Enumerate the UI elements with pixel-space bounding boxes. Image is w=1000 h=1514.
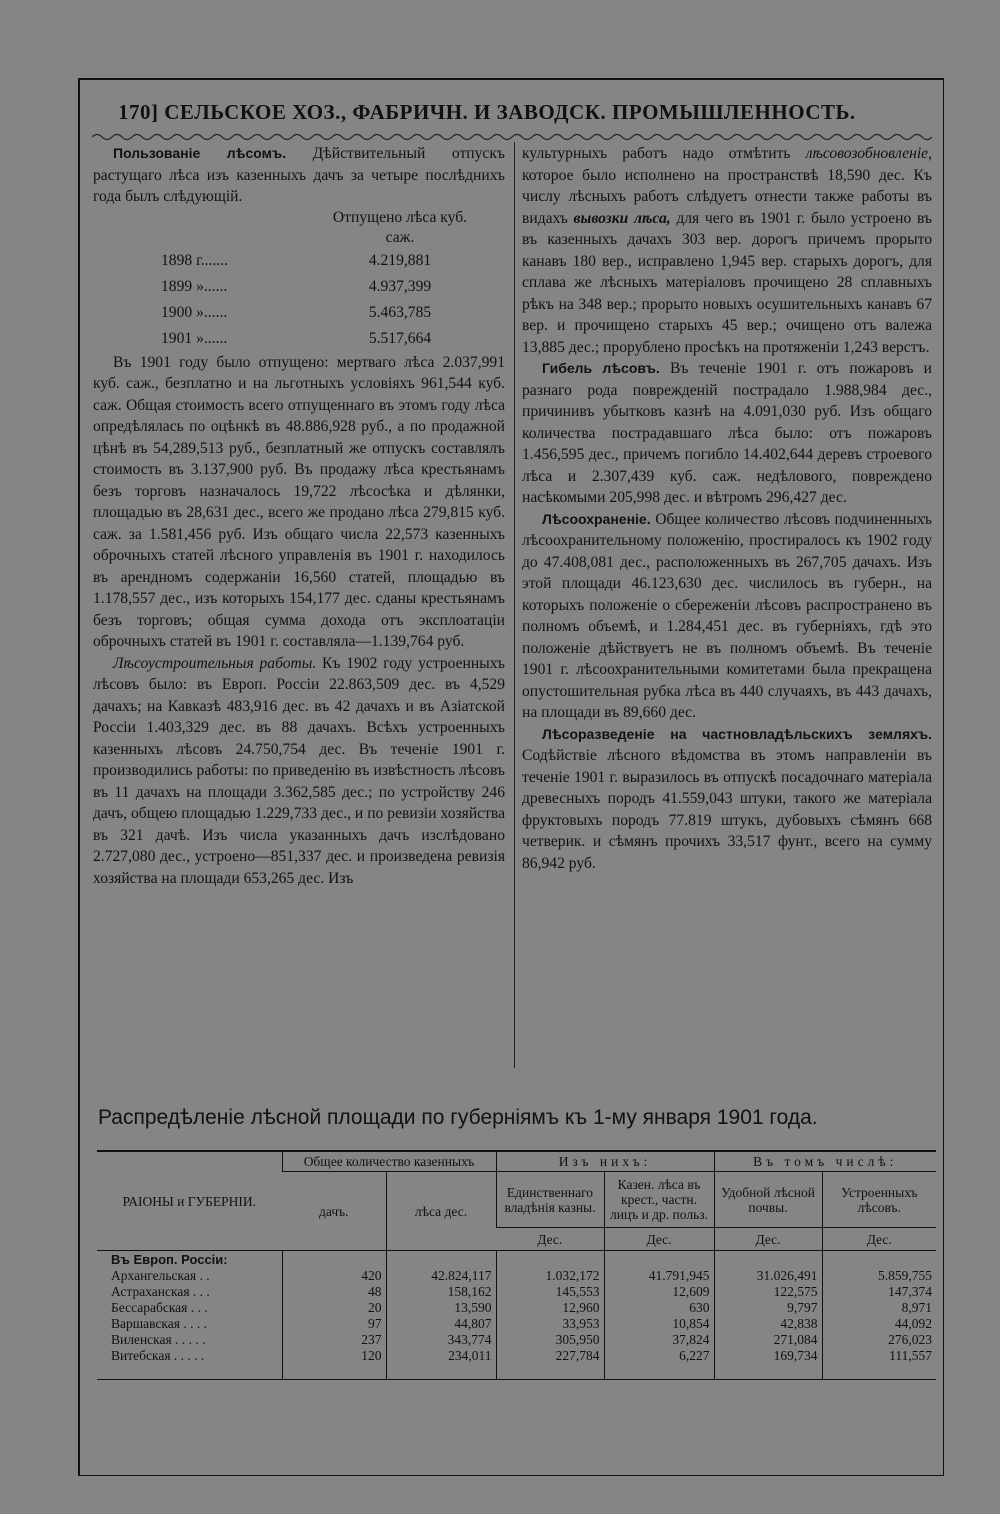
cell-forest-area: 234,011 (386, 1347, 496, 1363)
cell-managed-forests: 111,557 (822, 1347, 936, 1363)
unit-label: Дес. (604, 1228, 714, 1251)
lead-forest-use: Пользованіе лѣсомъ. (113, 145, 287, 161)
cell-dachas: 420 (282, 1267, 386, 1283)
cell-peasant-use: 6,227 (604, 1347, 714, 1363)
province-name: Витебская . . . . . (111, 1347, 205, 1363)
cell-managed-forests: 147,374 (822, 1283, 936, 1299)
paragraph-cultural-works (522, 143, 932, 358)
cell-sole-state: 305,950 (496, 1331, 604, 1347)
cell-forest-area: 158,162 (386, 1283, 496, 1299)
year-value: 5.517,664 (368, 329, 432, 347)
year-row (93, 248, 505, 274)
header-dachas: дачъ. (282, 1172, 386, 1251)
table-row (97, 1267, 936, 1283)
cell-dachas: 120 (282, 1347, 386, 1363)
cell-suitable-soil: 42,838 (714, 1315, 822, 1331)
lead-forest-loss: Гибель лѣсовъ. (542, 360, 660, 376)
cell-forest-area: 13,590 (386, 1299, 496, 1315)
cell-sole-state: 1.032,172 (496, 1267, 604, 1283)
forest-use-text: Дѣйствительный отпускъ растущаго лѣса изъ казенныхъ дачъ за четыре послѣднихъ года былъ слѣдующій. (93, 145, 505, 205)
table-title: Распредѣленіе лѣсной площади по губерніямъ къ 1-му января 1901 года. (98, 1106, 818, 1129)
year-label: 1898 г....... (161, 251, 229, 269)
term-reforestation: лѣсовозобновленіе, (805, 145, 932, 162)
table-row (97, 1331, 936, 1347)
year-label: 1900 »...... (161, 303, 228, 321)
year-row (93, 300, 505, 326)
header-of-them: Изъ нихъ: (496, 1151, 714, 1172)
header-region: РАІОНЫ и ГУБЕРНІИ. (97, 1151, 282, 1251)
paragraph-forest-loss (522, 358, 932, 509)
cell-suitable-soil: 271,084 (714, 1331, 822, 1347)
term-timber-export: вывозки лѣса, (573, 209, 671, 227)
cell-managed-forests: 8,971 (822, 1299, 936, 1315)
cell-peasant-use: 10,854 (604, 1315, 714, 1331)
table-spacer (97, 1363, 936, 1380)
cell-dachas: 48 (282, 1283, 386, 1299)
cell-managed-forests: 5.859,755 (822, 1267, 936, 1283)
paragraph-private-afforestation (522, 724, 932, 875)
cell-sole-state: 227,784 (496, 1347, 604, 1363)
private-afforestation-text: Содѣйствіе лѣсного вѣдомства въ этомъ направленіи въ теченіе 1901 г. выразилось въ отпускѣ посадочнаго матеріала древесныхъ породъ 41.559,043 штуки, такого же матеріала фруктовыхъ породъ 77.819 штукъ, дубовыхъ сѣмянъ 668 четверик. и сѣмянъ прочихъ 33,517 фунт., всего на сумму 86,942 руб. (522, 747, 932, 872)
year-label: 1901 »...... (161, 329, 228, 347)
cell-dachas: 97 (282, 1315, 386, 1331)
group-label: Въ Европ. Россіи: (111, 1251, 228, 1267)
year-value: 4.219,881 (368, 251, 432, 269)
table-row (97, 1347, 936, 1363)
cell-forest-area: 44,807 (386, 1315, 496, 1331)
province-name: Архангельская . . (111, 1267, 210, 1283)
year-value: 4.937,399 (368, 277, 432, 295)
province-name: Варшавская . . . . (111, 1315, 207, 1331)
year-table-head: Отпущено лѣса куб. саж. (332, 208, 468, 246)
province-name: Виленская . . . . . (111, 1331, 206, 1347)
text-segment: для чего въ 1901 г. было устроено въ въ казенныхъ дачахъ 303 вер. дорогъ причемъ прорыто канавъ 180 вер., исправлено 1,945 вер. старыхъ дорогъ, для сплава же лѣсныхъ матеріаловъ прочищено 28 сплавныхъ рѣкъ на 348 вер.; прорыто новыхъ осушительныхъ канавъ 67 вер. и прочищено старыхъ 45 вер.; очищено отъ валежа 13,885 дес.; прорублено просѣкъ на протяженіи 1,243 верстъ. (522, 209, 932, 356)
lead-forest-management: Лѣсоустроительныя работы. (113, 654, 317, 672)
forest-protection-text: Общее количество лѣсовъ подчиненныхъ лѣсоохранительному положенію, простиралось къ 1902 году до 47.408,081 дес., расположенныхъ въ 267,705 дачахъ. Изъ этой площади 46.123,630 дес. числилось въ губерн., на которыхъ положеніе о сбереженіи лѣсовъ распространено въ полномъ объемѣ, и 1.284,451 дес. въ губерніяхъ, гдѣ это положеніе дѣйствуетъ не въ полномъ объемѣ. Въ теченіе 1901 г. лѣсоохранительными комитетами была прекращена опустошительная рубка лѣса въ 440 случаяхъ, въ 443 дачахъ, на площади въ 89,660 дес. (522, 510, 932, 721)
cell-sole-state: 33,953 (496, 1315, 604, 1331)
wavy-rule (92, 132, 932, 142)
cell-forest-area: 42.824,117 (386, 1267, 496, 1283)
header-peasant-use: Казен. лѣса въ крест., частн. лицъ и др. польз. (604, 1172, 714, 1228)
cell-peasant-use: 41.791,945 (604, 1267, 714, 1283)
year-label: 1899 »...... (161, 277, 228, 295)
header-forest-area: лѣса дес. (386, 1172, 496, 1251)
cell-peasant-use: 37,824 (604, 1331, 714, 1347)
forest-loss-text: Въ теченіе 1901 г. отъ пожаровъ и разнаго рода поврежденій пострадало 1.988,984 дес., причинивъ убытковъ казнѣ на 4.091,030 руб. Изъ общаго количества пострадавшаго лѣса было: отъ пожаровъ 1.456,595 дес., причемъ погибло 14.402,644 деревъ строевого лѣса и 2.307,439 куб. саж. недѣлового, повреждено насѣкомыми 205,998 дес. и вѣтромъ 296,427 дес. (522, 360, 932, 506)
header-suitable-soil: Удобной лѣсной почвы. (714, 1172, 822, 1228)
cell-suitable-soil: 31.026,491 (714, 1267, 822, 1283)
unit-label: Дес. (714, 1228, 822, 1251)
cell-suitable-soil: 9,797 (714, 1299, 822, 1315)
running-header (118, 100, 878, 125)
paragraph-forest-management (93, 653, 505, 890)
header-sole-state: Единственнаго владѣнія казны. (496, 1172, 604, 1228)
header-total: Общее количество казенныхъ (282, 1151, 496, 1172)
year-row (93, 326, 505, 352)
text-segment: которое было исполнено на пространствѣ 18,590 дес. Къ числу лѣсныхъ работъ слѣдуетъ отнести также работы въ видахъ (522, 166, 932, 227)
year-value: 5.463,785 (368, 303, 432, 321)
cell-peasant-use: 630 (604, 1299, 714, 1315)
header-title: СЕЛЬСКОЕ ХОЗ., ФАБРИЧН. И ЗАВОДСК. ПРОМЫШЛЕННОСТЬ. (164, 100, 856, 124)
table-row (97, 1283, 936, 1299)
cell-managed-forests: 44,092 (822, 1315, 936, 1331)
lead-private-afforestation: Лѣсоразведеніе на частновладѣльскихъ земляхъ. (542, 725, 932, 742)
cell-sole-state: 12,960 (496, 1299, 604, 1315)
year-row (93, 274, 505, 300)
table-row (97, 1299, 936, 1315)
cell-managed-forests: 276,023 (822, 1331, 936, 1347)
page-number: 170] (118, 100, 159, 124)
right-column (522, 143, 932, 874)
left-column (93, 143, 505, 889)
lead-forest-protection: Лѣсоохраненіе. (542, 510, 651, 527)
unit-label: Дес. (822, 1228, 936, 1251)
paragraph-1901-release: Въ 1901 году было отпущено: мертваго лѣса 2.037,991 куб. саж., безплатно и на льготныхъ условіяхъ 961,544 куб. саж. Общая стоимость всего отпущеннаго въ этомъ году лѣса опредѣлялась по оцѣнкѣ въ 48.886,928 руб., а по продажной цѣнѣ въ 54,289,513 руб., безплатный же отпускъ составлялъ стоимость въ 3.137,900 руб. Въ продажу лѣса крестьянамъ безъ торговъ назначалось 19,722 лѣсосѣка и дѣлянки, площадью въ 28,631 дес., всего же продано лѣса 279,815 куб. саж. за 1.581,456 руб. Изъ общаго числа 22,573 казенныхъ оброчныхъ статей лѣсного управленія въ 1901 г. находилось въ арендномъ содержаніи 16,560 статей, площадью въ 1.178,557 дес., изъ которыхъ 154,177 дес. сданы крестьянамъ безъ торговъ; общая сумма дохода отъ эксплоатаціи оброчныхъ статей въ 1901 г. составляла—1.139,764 руб. (93, 353, 505, 650)
paragraph-forest-use (93, 143, 505, 208)
header-managed-forests: Устроенныхъ лѣсовъ. (822, 1172, 936, 1228)
cell-suitable-soil: 169,734 (714, 1347, 822, 1363)
paragraph-forest-protection (522, 509, 932, 724)
year-table (93, 248, 505, 352)
province-name: Астраханская . . . (111, 1283, 210, 1299)
text-segment: культурныхъ работъ надо отмѣтить (522, 145, 806, 162)
forest-distribution-table (97, 1150, 936, 1380)
table-row (97, 1315, 936, 1331)
cell-dachas: 20 (282, 1299, 386, 1315)
forest-management-text: Къ 1902 году устроенныхъ лѣсовъ было: въ Европ. Россіи 22.863,509 дес. въ 4,529 дачахъ; на Кавказѣ 483,916 дес. въ 42 дачахъ и въ Азіатской Россіи 1.403,329 дес. въ 88 дачахъ. Всѣхъ устроенныхъ казенныхъ лѣсовъ 24.750,754 дес. Въ теченіе 1901 г. производились работы: по приведенію въ извѣстность лѣсовъ въ 11 дачахъ на площади 3.362,585 дес.; по устройству 246 дачъ, общею площадью 1.229,733 дес., и по ревизіи хозяйства въ 321 дачѣ. Изъ числа указанныхъ дачъ изслѣдовано 2.727,080 дес., устроено—851,337 дес. и произведена ревизія хозяйства на площади 653,265 дес. Изъ (93, 654, 505, 887)
cell-peasant-use: 12,609 (604, 1283, 714, 1299)
province-name: Бессарабская . . . (111, 1299, 208, 1315)
cell-suitable-soil: 122,575 (714, 1283, 822, 1299)
cell-dachas: 237 (282, 1331, 386, 1347)
unit-label: Дес. (496, 1228, 604, 1251)
cell-sole-state: 145,553 (496, 1283, 604, 1299)
cell-forest-area: 343,774 (386, 1331, 496, 1347)
header-including: Въ томъ числѣ: (714, 1151, 936, 1172)
column-divider (514, 142, 515, 1068)
group-row (97, 1251, 936, 1268)
